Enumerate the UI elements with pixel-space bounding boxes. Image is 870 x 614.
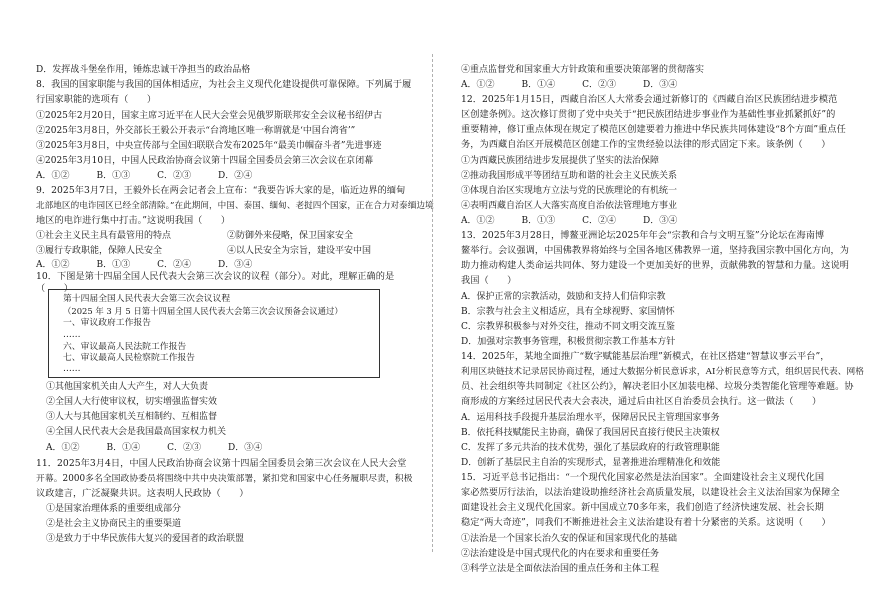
q11-stem-line-3: 议政建言，广泛凝聚共识。这表明人民政协（ ） [36,488,249,499]
agenda-title: 第十四届全国人民代表大会第三次会议议程 [63,294,231,304]
q10-stem-line-2: （ ） [36,283,73,294]
q12-item-3: ③体现自治区实现地方立法与党的民族理论的有机统一 [461,186,678,196]
agenda-ellipsis-2: …… [63,364,81,374]
q10-item-2: ②全国人大行使审议权，切实增强监督实效 [46,397,218,407]
agenda-item-7: 七、审议最高人民检察院工作报告 [63,353,195,363]
q8-item-3: ③2025年3月8日，中央宣传部与全国妇联联合发布2025年“最美巾帼奋斗者”先进事迹 [36,141,382,151]
q14-stem-line-4: 商形成的方案经过居民代表大会表决，通过后由社区自治委员会执行。这一做法（ ） [461,396,822,407]
q9-choices: A．①② B．①③ C．②④ D．③④ [36,260,253,270]
q12-item-4: ④表明西藏自治区人大落实高度自治依法管理地方事业 [461,201,678,211]
q8-stem-line-1: 8．我国的国家职能与我国的国体相适应，为社会主义现代化建设提供可靠保障。下列属于履 [36,79,412,90]
q13-option-c: C．宗教界积极参与对外交往，推动不同文明交流互鉴 [461,322,675,332]
q15-stem-line-3: 面建设社会主义现代化国家。新中国成立70多年来，我们创造了经济快速发展、社会长期 [461,502,824,513]
q10-agenda-box [48,289,380,378]
q11-item-3: ③是致力于中华民族伟大复兴的爱国者的政治联盟 [46,534,245,544]
q9-item-1: ①社会主义民主具有最管用的特点 [36,231,172,241]
q10-item-3: ③人大与其他国家机关互相制约、互相监督 [46,412,218,422]
q12-item-1: ①为西藏民族团结进步发展提供了坚实的法治保障 [461,156,660,166]
q15-stem-line-2: 家必然要厉行法治，以法治建设助推经济社会高质量发展，以建设社会主义法治国家为保障全 [461,487,840,498]
q11-item-1: ①是国家治理体系的重要组成部分 [46,504,182,514]
q10-stem-line-1: 10．下图是第十四届全国人民代表大会第三次会议的议程（部分）。对此，理解正确的是 [36,271,395,282]
q8-stem-line-2: 行国家职能的选项有（ ） [36,94,157,105]
q14-stem-line-3: 员、社会组织等共同制定《社区公约》，解决老旧小区加装电梯、垃圾分类智能化管理等难题。协 [461,381,854,392]
q9-stem-line-1: 9．2025年3月7日，王毅外长在两会记者会上宣布：“我要告诉大家的是，临近边界的缅甸 [36,185,406,196]
q8-choices: A．①② B．①③ C．②③ D．②④ [36,171,253,181]
q15-stem-line-1: 15．习近平总书记指出：“一个现代化国家必然是法治国家”。全面建设社会主义现代化国 [461,472,825,483]
q13-option-b: B．宗教与社会主义相适应，具有全球视野、家国情怀 [461,307,675,317]
q12-stem-line-4: 务，为西藏自治区开展模范区创建工作的宝贵经验以法律的形式固定下来。该条例（ ） [461,139,831,150]
q15-item-3: ③科学立法是全面依法治国的重点任务和主体工程 [461,564,660,574]
q9-stem-line-2: 北部地区的电诈园区已经全部清除。”在此期间，中国、泰国、缅甸、老挝四个国家，正在合力对泰缅边境 [36,201,434,211]
q10-choices: A．①② B．①④ C．②③ D．③④ [46,443,263,453]
q14-stem-line-2: 利用区块链技术记录居民协商过程，通过大数据分析民意诉求，AI分析民意等方式，组织居民代表、网格 [461,367,864,377]
q13-stem-line-1: 13．2025年3月28日，博鳌亚洲论坛2025年年会“宗教和合与文明互鉴”分论坛在海南博 [461,230,825,241]
q11-stem-line-2: 开幕。2000多名全国政协委员将围绕中共中央决策部署，紧扣党和国家中心任务履职尽责，积极 [36,474,413,484]
q12-item-2: ②推动我国形成平等团结互助和谐的社会主义民族关系 [461,171,678,181]
q12-stem-line-1: 12．2025年1月15日，西藏自治区人大常委会通过新修订的《西藏自治区民族团结进步模范 [461,94,838,105]
q10-item-1: ①其他国家机关由人大产生，对人大负责 [46,382,209,392]
q8-item-2: ②2025年3月8日，外交部长王毅公开表示“台湾地区唯一称谓就是‘中国台湾省’” [36,126,356,136]
q14-option-c: C．发挥了多元共治的技术优势，强化了基层政府的行政管理职能 [461,443,720,453]
q11-stem-line-1: 11．2025年3月4日，中国人民政治协商会议第十四届全国委员会第三次会议在人民大会堂 [36,458,407,469]
agenda-subtitle: （2025 年 3 月 5 日第十四届全国人民代表大会第三次会议预备会议通过） [63,306,343,316]
q14-option-b: B．依托科技赋能民主协商，确保了我国居民直接行使民主决策权 [461,428,720,438]
q8-item-4: ④2025年3月10日，中国人民政治协商会议第十四届全国委员会第三次会议在京闭幕 [36,156,374,166]
q14-option-a: A．运用科技手段提升基层治理水平，保障居民民主管理国家事务 [461,413,720,423]
agenda-item-1: 一、审议政府工作报告 [63,318,151,328]
q13-stem-line-4: 我国（ ） [461,275,517,286]
q14-stem-line-1: 14．2025年，某地全面推广“数字赋能基层治理”新模式，在社区搭建“智慧议事云平台”， [461,351,830,362]
q12-stem-line-2: 区创建条例》。这次修订贯彻了党中央关于“把民族团结进步事业作为基础性事业抓紧抓好”的 [461,109,836,120]
q15-item-1: ①法治是一个国家长治久安的保证和国家现代化的基础 [461,534,678,544]
q12-choices: A．①② B．①③ C．②④ D．③④ [461,216,678,226]
q13-stem-line-3: 助力推动构建人类命运共同体、努力建设一个更加美好的世界，贡献佛教的智慧和力量。这说明 [461,260,849,271]
q9-stem-line-3: 地区的电诈进行集中打击。”这说明我国（ ） [36,215,231,226]
q11-choices: A．①② B．①④ C．②③ D．③④ [461,80,678,90]
q15-stem-line-4: 稳定“两大奇迹”，同我们不断推进社会主义法治建设有着十分紧密的关系。这说明（ ） [461,517,831,528]
column-divider [432,54,433,552]
q15-item-2: ②法治建设是中国式现代化的内在要求和重要任务 [461,549,660,559]
q12-stem-line-3: 重要精神，修订重点体现在规定了模范区创建要着力推进中华民族共同体建设“8个方面”重点任 [461,124,846,135]
q9-item-3: ③履行专政职能，保障人民安全 [36,246,163,256]
q13-option-a: A．保护正常的宗教活动，鼓励和支持人们信仰宗教 [461,292,666,302]
q8-item-1: ①2025年2月20日，国家主席习近平在人民大会堂会见俄罗斯联邦安全会议秘书绍伊古 [36,111,383,121]
q9-item-4: ④以人民安全为宗旨，建设平安中国 [227,246,372,256]
q13-option-d: D．加强对宗教事务管理，积极贯彻宗教工作基本方针 [461,337,676,347]
agenda-item-6: 六、审议最高人民法院工作报告 [63,342,187,352]
q9-item-2: ②防御外来侵略，保卫国家安全 [227,231,354,241]
q7-option-d: D．发挥战斗堡垒作用，锤炼忠诚干净担当的政治品格 [36,65,251,75]
agenda-ellipsis-1: …… [63,330,81,340]
q13-stem-line-2: 鳌举行。会议强调，中国佛教界将始终与全国各地区佛教界一道，坚持我国宗教中国化方向，为 [461,245,849,256]
q14-option-d: D．创新了基层民主自治的实现形式，显著推进治理精准化和效能 [461,458,721,468]
q11-item-4: ④重点监督党和国家重大方针政策和重要决策部署的贯彻落实 [461,65,705,75]
q10-item-4: ④全国人民代表大会是我国最高国家权力机关 [46,427,227,437]
q11-item-2: ②是社会主义协商民主的重要渠道 [46,519,182,529]
